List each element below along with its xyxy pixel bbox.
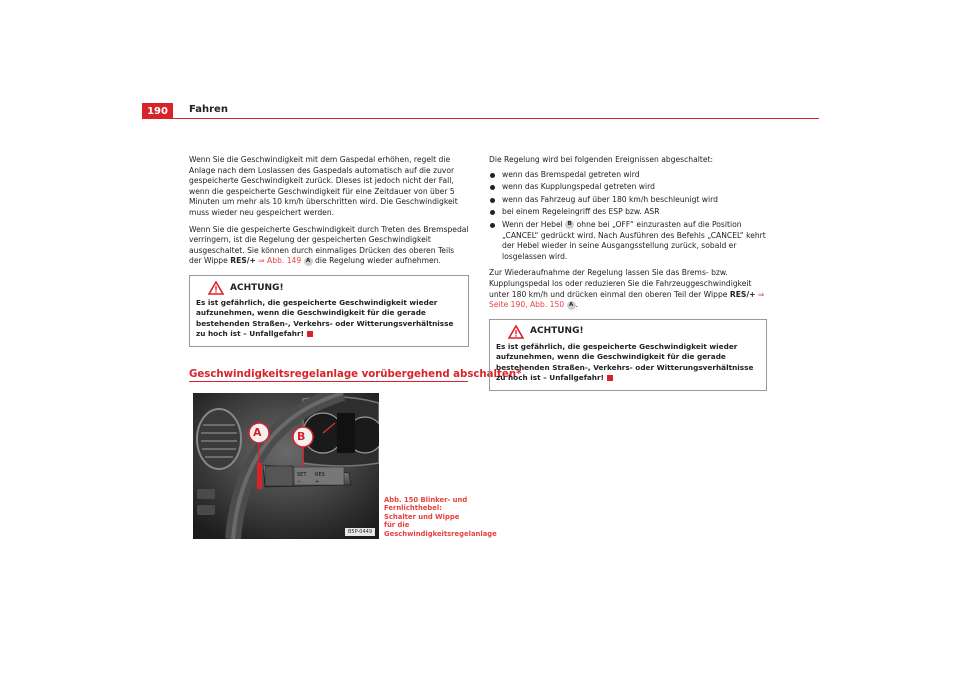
page-link[interactable]: ⇒ Seite 190, Abb. 150 [489,289,765,310]
list-item: bei einem Regeleingriff des ESP bzw. ASR [489,207,767,218]
section-title: Geschwindigkeitsregelanlage vorübergehend abschalten* [189,369,522,380]
paragraph-text: die Regelung wieder aufnehmen. [312,256,441,266]
callout-circle-a: A [567,301,576,310]
svg-text:−: − [297,479,302,485]
warning-title: ACHTUNG! [530,326,584,337]
end-mark-icon [607,375,613,381]
figure-caption: Abb. 150 Blinker- und Fernlichthebel: Schalter und Wippe für die Geschwindigkeitsregelanlage [384,496,497,538]
figure-label-a: A [253,426,262,439]
paragraph [189,225,469,267]
callout-circle-b: B [565,220,574,229]
page-number: 190 [142,103,173,119]
warning-title: ACHTUNG! [230,282,284,293]
left-column [189,155,469,347]
figure-code: B5P-0449 [345,528,375,536]
svg-text:+: + [315,479,320,485]
figure-steering-lever [193,393,379,539]
bullet-list [489,170,767,263]
warning-triangle-icon [508,325,524,339]
svg-text:SET: SET [297,472,307,478]
warning-box [189,275,469,347]
warning-text: Es ist gefährlich, die gespeicherte Geschwindigkeit wieder aufzunehmen, wenn die Geschwindigkeit für die gerade bestehenden Straßen-, Verkehrs- oder Witterungsverhältnisse zu hoch ist – Unfallgefahr! [496,341,754,383]
paragraph-text: Wenn Sie die gespeicherte Geschwindigkeit durch Treten des Bremspedal verringern, ist die Regelung der gespeicherten Geschwindigkeit ausgeschaltet. Sie können durch einmaliges Drücken des oberen Teils der Wippe [189,224,469,266]
figure-link[interactable]: ⇒ Abb. 149 [258,256,302,266]
end-mark-icon [307,331,313,337]
key-label: RES/+ [729,289,756,299]
warning-triangle-icon [208,281,224,295]
list-text: ohne bei „OFF“ einzurasten auf die Position „CANCEL“ gedrückt wird. Nach Ausführen des Befehls „CANCEL“ kehrt der Hebel wieder in seine Ausgangsstellung zurück, sobald er losgelassen wird. [502,219,766,261]
paragraph: Die Regelung wird bei folgenden Ereignissen abgeschaltet: [489,155,714,164]
paragraph: Wenn Sie die Geschwindigkeit mit dem Gaspedal erhöhen, regelt die Anlage nach dem Loslassen des Gaspedals automatisch auf die zuvor gespeicherte Geschwindigkeit zurück. Dieses ist jedoch nicht der Fall, wenn die gespeicherte Geschwindigkeit für eine Zeitdauer von über 5 Minuten um mehr als 10 km/h überschritten wird. Die Geschwindigkeit muss wieder neu gespeichert werden. [189,155,458,217]
figure-label-b: B [297,430,306,443]
list-item: wenn das Bremspedal getreten wird [489,170,767,181]
paragraph: Zur Wiederaufnahme der Regelung lassen Sie das Brems- bzw. Kupplungspedal los oder reduzieren Sie die Fahrzeuggeschwindigkeit unter 180 km/h und drücken einmal den oberen Teil der Wippe RES/+ ⇒ Seite 190, Abb. 150 A . [489,268,765,310]
list-text: Wenn der Hebel [502,219,566,229]
right-column [489,155,767,391]
svg-text:RES: RES [315,472,325,478]
list-item [489,220,767,262]
paragraph-text: Zur Wiederaufnahme der Regelung lassen Sie das Brems- bzw. Kupplungspedal los oder reduzieren Sie die Fahrzeuggeschwindigkeit unter 180 km/h und drücken einmal den oberen Teil der Wippe [489,268,752,299]
callout-circle-a: A [304,257,313,266]
section-rule [189,381,468,382]
list-item: wenn das Fahrzeug auf über 180 km/h beschleunigt wird [489,195,767,206]
chapter-title: Fahren [189,104,228,115]
warning-box [489,319,767,391]
warning-text: Es ist gefährlich, die gespeicherte Geschwindigkeit wieder aufzunehmen, wenn die Geschwindigkeit für die gerade bestehenden Straßen-, Verkehrs- oder Witterungsverhältnisse zu hoch ist – Unfallgefahr! [196,297,454,339]
header-rule [142,118,819,119]
list-item: wenn das Kupplungspedal getreten wird [489,182,767,193]
key-label: RES/+ [230,256,256,266]
dashboard-illustration [193,393,379,539]
